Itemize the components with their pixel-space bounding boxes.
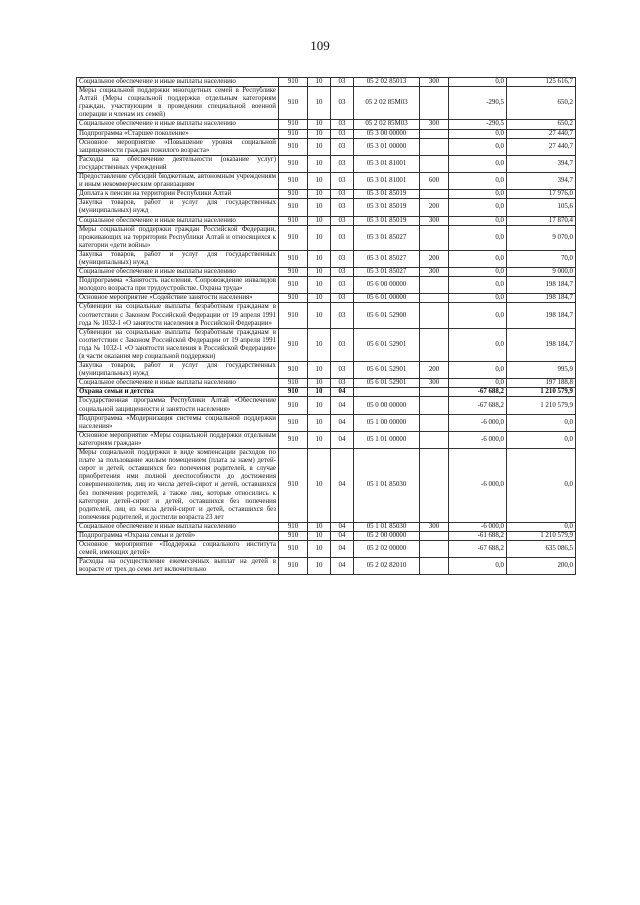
- cell-section: 10: [308, 397, 331, 414]
- cell-amount-total: 9 070,0: [507, 225, 576, 250]
- cell-amount-change: 0,0: [449, 78, 507, 87]
- cell-target-article: 05 3 01 85027: [354, 268, 420, 277]
- cell-target-article: 05 2 02 00000: [354, 541, 420, 558]
- cell-section: 10: [308, 531, 331, 540]
- cell-expense-type: [420, 129, 449, 138]
- table-row: [77, 379, 576, 388]
- cell-section: 10: [308, 225, 331, 250]
- cell-section: 10: [308, 78, 331, 87]
- cell-amount-change: 0,0: [449, 558, 507, 575]
- table-row: [77, 78, 576, 87]
- cell-ministry: 910: [279, 190, 308, 199]
- cell-ministry: 910: [279, 87, 308, 120]
- cell-subsection: 03: [331, 129, 354, 138]
- table-row: [77, 541, 576, 558]
- cell-ministry: 910: [279, 216, 308, 225]
- cell-ministry: 910: [279, 155, 308, 172]
- cell-subsection: 04: [331, 388, 354, 397]
- budget-table-body: [77, 78, 576, 575]
- cell-ministry: 910: [279, 277, 308, 294]
- cell-amount-change: -67 688,2: [449, 397, 507, 414]
- cell-target-article: 05 1 01 85030: [354, 449, 420, 523]
- cell-amount-total: 394,7: [507, 155, 576, 172]
- cell-section: 10: [308, 541, 331, 558]
- cell-section: 10: [308, 250, 331, 267]
- cell-ministry: 910: [279, 449, 308, 523]
- cell-subsection: 03: [331, 225, 354, 250]
- cell-amount-change: 0,0: [449, 199, 507, 216]
- cell-target-article: 05 0 00 00000: [354, 397, 420, 414]
- cell-name: Основное мероприятие «Поддержка социального института семей, имеющих детей»: [77, 541, 279, 558]
- cell-amount-total: 0,0: [507, 414, 576, 431]
- cell-expense-type: 300: [420, 216, 449, 225]
- cell-ministry: 910: [279, 522, 308, 531]
- cell-target-article: 05 3 01 00000: [354, 138, 420, 155]
- cell-amount-total: 198 184,7: [507, 328, 576, 361]
- cell-subsection: 04: [331, 522, 354, 531]
- cell-expense-type: [420, 449, 449, 523]
- cell-target-article: 05 3 01 85027: [354, 225, 420, 250]
- cell-amount-change: 0,0: [449, 250, 507, 267]
- cell-section: 10: [308, 216, 331, 225]
- cell-target-article: 05 3 01 85019: [354, 190, 420, 199]
- cell-amount-change: -6 000,0: [449, 522, 507, 531]
- cell-amount-total: 197 188,8: [507, 379, 576, 388]
- cell-section: 10: [308, 558, 331, 575]
- cell-amount-change: -67 688,2: [449, 541, 507, 558]
- cell-amount-total: 198 184,7: [507, 294, 576, 303]
- cell-expense-type: [420, 388, 449, 397]
- cell-section: 10: [308, 362, 331, 379]
- cell-amount-change: 0,0: [449, 294, 507, 303]
- cell-amount-total: 1 210 579,9: [507, 397, 576, 414]
- cell-expense-type: [420, 541, 449, 558]
- cell-expense-type: 600: [420, 173, 449, 190]
- table-row: [77, 558, 576, 575]
- cell-ministry: 910: [279, 362, 308, 379]
- cell-expense-type: [420, 328, 449, 361]
- cell-ministry: 910: [279, 120, 308, 129]
- cell-amount-change: 0,0: [449, 277, 507, 294]
- cell-subsection: 04: [331, 397, 354, 414]
- cell-target-article: 05 3 00 00000: [354, 129, 420, 138]
- cell-amount-total: 9 000,0: [507, 268, 576, 277]
- cell-name: Меры социальной поддержки в виде компенсации расходов по плате за пользование жилым помещением (плата за наем) детей-сирот и детей, оставшихся без попечения родителей, в случае приобретения ими полной дееспособности до достижения совершеннолетия, лиц из числа детей-сирот и детей, оставшихся без попечения родителей, а также лиц, которые относились к категории детей-сирот и детей, оставшихся без попечения родителей, лиц из числа детей-сирот и детей, оставшихся без попечения родителей, и достигли возраста 23 лет: [77, 449, 279, 523]
- cell-subsection: 03: [331, 379, 354, 388]
- cell-expense-type: 300: [420, 120, 449, 129]
- cell-name: Социальное обеспечение и иные выплаты населению: [77, 120, 279, 129]
- cell-name: Социальное обеспечение и иные выплаты населению: [77, 522, 279, 531]
- cell-name: Социальное обеспечение и иные выплаты населению: [77, 268, 279, 277]
- cell-section: 10: [308, 379, 331, 388]
- cell-ministry: 910: [279, 268, 308, 277]
- table-row: [77, 190, 576, 199]
- cell-target-article: 05 3 01 85019: [354, 199, 420, 216]
- cell-amount-change: 0,0: [449, 328, 507, 361]
- cell-amount-total: 995,9: [507, 362, 576, 379]
- cell-section: 10: [308, 190, 331, 199]
- cell-section: 10: [308, 328, 331, 361]
- cell-amount-total: 1 210 579,9: [507, 531, 576, 540]
- cell-amount-change: 0,0: [449, 129, 507, 138]
- cell-expense-type: 200: [420, 199, 449, 216]
- cell-amount-change: 0,0: [449, 138, 507, 155]
- cell-section: 10: [308, 199, 331, 216]
- cell-target-article: 05 3 01 85019: [354, 216, 420, 225]
- table-row: [77, 225, 576, 250]
- cell-amount-total: 650,2: [507, 87, 576, 120]
- table-row: [77, 522, 576, 531]
- cell-section: 10: [308, 87, 331, 120]
- cell-name: Расходы на осуществление ежемесячных выплат на детей в возрасте от трех до семи лет включительно: [77, 558, 279, 575]
- cell-subsection: 03: [331, 78, 354, 87]
- cell-subsection: 03: [331, 268, 354, 277]
- cell-expense-type: [420, 303, 449, 328]
- cell-target-article: 05 3 01 81001: [354, 173, 420, 190]
- cell-amount-change: -290,5: [449, 120, 507, 129]
- cell-target-article: 05 6 01 52900: [354, 303, 420, 328]
- cell-expense-type: [420, 87, 449, 120]
- cell-ministry: 910: [279, 138, 308, 155]
- cell-name: Доплата к пенсии на территории Республики Алтай: [77, 190, 279, 199]
- cell-subsection: 04: [331, 541, 354, 558]
- cell-expense-type: [420, 531, 449, 540]
- cell-section: 10: [308, 303, 331, 328]
- cell-amount-change: -6 000,0: [449, 449, 507, 523]
- cell-amount-change: 0,0: [449, 362, 507, 379]
- table-row: [77, 388, 576, 397]
- cell-subsection: 03: [331, 362, 354, 379]
- cell-target-article: 05 2 02 85М03: [354, 120, 420, 129]
- cell-target-article: 05 1 00 00000: [354, 414, 420, 431]
- cell-subsection: 04: [331, 558, 354, 575]
- cell-amount-change: 0,0: [449, 268, 507, 277]
- cell-amount-total: 125 616,7: [507, 78, 576, 87]
- cell-section: 10: [308, 431, 331, 448]
- cell-ministry: 910: [279, 414, 308, 431]
- table-row: [77, 431, 576, 448]
- cell-amount-change: 0,0: [449, 303, 507, 328]
- cell-ministry: 910: [279, 129, 308, 138]
- cell-name: Предоставление субсидий бюджетным, автономным учреждениям и иным некоммерческим организациям: [77, 173, 279, 190]
- table-row: [77, 173, 576, 190]
- cell-amount-change: 0,0: [449, 225, 507, 250]
- cell-name: Закупка товаров, работ и услуг для государственных (муниципальных) нужд: [77, 199, 279, 216]
- cell-name: Подпрограмма «Модернизация системы социальной поддержки населения»: [77, 414, 279, 431]
- cell-name: Меры социальной поддержки многодетных семей в Республике Алтай (Меры социальной поддержки отдельным категориям граждан, участвующим в проведении специальной военной операции и членам их семей): [77, 87, 279, 120]
- table-row: [77, 414, 576, 431]
- table-row: [77, 449, 576, 523]
- table-row: [77, 155, 576, 172]
- cell-name: Основное мероприятие «Меры социальной поддержки отдельным категориям граждан»: [77, 431, 279, 448]
- table-row: [77, 199, 576, 216]
- cell-subsection: 03: [331, 87, 354, 120]
- cell-amount-total: 27 440,7: [507, 138, 576, 155]
- cell-amount-change: -61 688,2: [449, 531, 507, 540]
- cell-expense-type: [420, 431, 449, 448]
- cell-expense-type: [420, 558, 449, 575]
- cell-name: Основное мероприятие «Повышение уровня социальной защищенности граждан пожилого возраста»: [77, 138, 279, 155]
- cell-subsection: 04: [331, 449, 354, 523]
- cell-ministry: 910: [279, 531, 308, 540]
- cell-subsection: 03: [331, 303, 354, 328]
- cell-target-article: 05 6 01 52901: [354, 379, 420, 388]
- cell-target-article: 05 3 01 85027: [354, 250, 420, 267]
- table-row: [77, 138, 576, 155]
- cell-amount-total: 17 976,0: [507, 190, 576, 199]
- cell-expense-type: [420, 277, 449, 294]
- cell-ministry: 910: [279, 431, 308, 448]
- cell-expense-type: [420, 397, 449, 414]
- cell-name: Субвенции на социальные выплаты безработным гражданам в соответствии с Законом Российской Федерации от 19 апреля 1991 года № 1032-1 «О занятости населения в Российской Федерации»: [77, 303, 279, 328]
- cell-amount-change: 0,0: [449, 379, 507, 388]
- cell-amount-total: 0,0: [507, 431, 576, 448]
- cell-amount-total: 198 184,7: [507, 277, 576, 294]
- cell-amount-change: -67 688,2: [449, 388, 507, 397]
- table-row: [77, 362, 576, 379]
- cell-amount-change: -6 000,0: [449, 431, 507, 448]
- cell-expense-type: [420, 414, 449, 431]
- cell-ministry: 910: [279, 558, 308, 575]
- cell-target-article: 05 6 01 52901: [354, 362, 420, 379]
- cell-amount-change: 0,0: [449, 190, 507, 199]
- cell-target-article: 05 2 02 85М03: [354, 87, 420, 120]
- table-row: [77, 531, 576, 540]
- table-row: [77, 277, 576, 294]
- cell-section: 10: [308, 173, 331, 190]
- cell-amount-total: 1 210 579,9: [507, 388, 576, 397]
- cell-name: Субвенции на социальные выплаты безработным гражданам в соответствии с Законом Российской Федерации от 19 апреля 1991 года № 1032-1 «О занятости населения в Российской Федерации» (в части оказания мер социальной поддержки): [77, 328, 279, 361]
- cell-amount-total: 70,0: [507, 250, 576, 267]
- table-row: [77, 87, 576, 120]
- cell-ministry: 910: [279, 388, 308, 397]
- cell-subsection: 03: [331, 277, 354, 294]
- cell-subsection: 03: [331, 155, 354, 172]
- cell-section: 10: [308, 388, 331, 397]
- table-row: [77, 120, 576, 129]
- cell-amount-total: 200,0: [507, 558, 576, 575]
- cell-target-article: 05 2 02 85013: [354, 78, 420, 87]
- cell-subsection: 03: [331, 328, 354, 361]
- cell-section: 10: [308, 129, 331, 138]
- cell-expense-type: [420, 155, 449, 172]
- table-row: [77, 129, 576, 138]
- cell-subsection: 03: [331, 173, 354, 190]
- cell-expense-type: 300: [420, 379, 449, 388]
- cell-target-article: 05 6 00 00000: [354, 277, 420, 294]
- table-row: [77, 303, 576, 328]
- cell-section: 10: [308, 414, 331, 431]
- cell-name: Подпрограмма «Занятость населения. Сопровождение инвалидов молодого возраста при трудоустройстве. Охрана труда»: [77, 277, 279, 294]
- table-row: [77, 397, 576, 414]
- cell-target-article: 05 3 01 81001: [354, 155, 420, 172]
- cell-target-article: 05 2 00 00000: [354, 531, 420, 540]
- budget-table: [76, 77, 576, 575]
- cell-section: 10: [308, 120, 331, 129]
- cell-section: 10: [308, 294, 331, 303]
- table-row: [77, 268, 576, 277]
- cell-name: Закупка товаров, работ и услуг для государственных (муниципальных) нужд: [77, 362, 279, 379]
- table-row: [77, 294, 576, 303]
- cell-expense-type: [420, 190, 449, 199]
- cell-amount-total: 635 086,5: [507, 541, 576, 558]
- cell-amount-total: 198 184,7: [507, 303, 576, 328]
- cell-amount-total: 394,7: [507, 173, 576, 190]
- cell-name: Подпрограмма «Старшее поколение»: [77, 129, 279, 138]
- cell-section: 10: [308, 522, 331, 531]
- cell-section: 10: [308, 449, 331, 523]
- cell-amount-change: -6 000,0: [449, 414, 507, 431]
- cell-section: 10: [308, 155, 331, 172]
- cell-subsection: 03: [331, 216, 354, 225]
- cell-subsection: 03: [331, 120, 354, 129]
- cell-amount-change: 0,0: [449, 155, 507, 172]
- cell-ministry: 910: [279, 303, 308, 328]
- cell-amount-change: 0,0: [449, 173, 507, 190]
- cell-ministry: 910: [279, 199, 308, 216]
- cell-expense-type: 200: [420, 250, 449, 267]
- cell-ministry: 910: [279, 541, 308, 558]
- cell-ministry: 910: [279, 328, 308, 361]
- cell-subsection: 04: [331, 431, 354, 448]
- cell-subsection: 03: [331, 138, 354, 155]
- cell-section: 10: [308, 277, 331, 294]
- cell-subsection: 04: [331, 531, 354, 540]
- cell-expense-type: 200: [420, 362, 449, 379]
- cell-ministry: 910: [279, 250, 308, 267]
- page-number: 109: [310, 38, 330, 53]
- cell-target-article: 05 2 02 82010: [354, 558, 420, 575]
- cell-expense-type: 300: [420, 522, 449, 531]
- cell-amount-total: 27 440,7: [507, 129, 576, 138]
- table-row: [77, 328, 576, 361]
- table-row: [77, 250, 576, 267]
- cell-amount-total: 650,2: [507, 120, 576, 129]
- cell-expense-type: [420, 225, 449, 250]
- cell-name: Меры социальной поддержки граждан Российской Федерации, проживающих на территории Республики Алтай и относящихся к категории «дети войны»: [77, 225, 279, 250]
- cell-ministry: 910: [279, 294, 308, 303]
- cell-expense-type: [420, 294, 449, 303]
- cell-name: Охрана семьи и детства: [77, 388, 279, 397]
- cell-name: Подпрограмма «Охрана семьи и детей»: [77, 531, 279, 540]
- cell-target-article: [354, 388, 420, 397]
- cell-subsection: 04: [331, 414, 354, 431]
- cell-name: Закупка товаров, работ и услуг для государственных (муниципальных) нужд: [77, 250, 279, 267]
- cell-amount-change: 0,0: [449, 216, 507, 225]
- cell-amount-change: -290,5: [449, 87, 507, 120]
- cell-section: 10: [308, 138, 331, 155]
- cell-amount-total: 0,0: [507, 522, 576, 531]
- cell-subsection: 03: [331, 199, 354, 216]
- cell-target-article: 05 6 01 00000: [354, 294, 420, 303]
- cell-target-article: 05 1 01 00000: [354, 431, 420, 448]
- cell-section: 10: [308, 268, 331, 277]
- cell-subsection: 03: [331, 190, 354, 199]
- cell-name: Социальное обеспечение и иные выплаты населению: [77, 216, 279, 225]
- cell-name: Социальное обеспечение и иные выплаты населению: [77, 379, 279, 388]
- cell-ministry: 910: [279, 173, 308, 190]
- cell-amount-total: 105,6: [507, 199, 576, 216]
- cell-subsection: 03: [331, 294, 354, 303]
- cell-ministry: 910: [279, 225, 308, 250]
- cell-name: Расходы на обеспечение деятельности (оказание услуг) государственных учреждений: [77, 155, 279, 172]
- cell-expense-type: [420, 138, 449, 155]
- cell-target-article: 05 1 01 85030: [354, 522, 420, 531]
- cell-name: Социальное обеспечение и иные выплаты населению: [77, 78, 279, 87]
- cell-expense-type: 300: [420, 78, 449, 87]
- cell-target-article: 05 6 01 52901: [354, 328, 420, 361]
- cell-amount-total: 17 870,4: [507, 216, 576, 225]
- cell-name: Основное мероприятие «Содействие занятости населения»: [77, 294, 279, 303]
- table-row: [77, 216, 576, 225]
- cell-expense-type: 300: [420, 268, 449, 277]
- cell-ministry: 910: [279, 78, 308, 87]
- cell-subsection: 03: [331, 250, 354, 267]
- cell-amount-total: 0,0: [507, 449, 576, 523]
- cell-ministry: 910: [279, 397, 308, 414]
- cell-ministry: 910: [279, 379, 308, 388]
- cell-name: Государственная программа Республики Алтай «Обеспечение социальной защищенности и занятости населения»: [77, 397, 279, 414]
